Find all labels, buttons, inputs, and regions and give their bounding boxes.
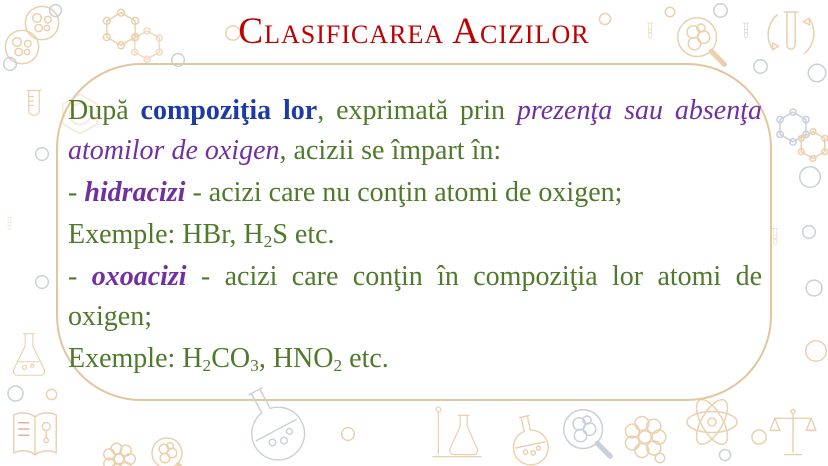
text-run: Exemple: HBr, H <box>68 219 264 250</box>
text-run: 2 <box>263 231 273 251</box>
text-run: - <box>68 261 92 292</box>
text-run: S etc. <box>272 219 335 250</box>
slide-body-text <box>68 91 762 381</box>
molecule-icon <box>794 126 828 164</box>
erlenmeyer-icon <box>2 318 56 392</box>
circle-icon <box>340 426 356 442</box>
circle-icon <box>6 384 25 403</box>
slide-title: Clasificarea Acizilor <box>238 11 590 52</box>
text-run: CO <box>211 343 251 374</box>
text-run: 2 <box>333 355 343 375</box>
erlenmeyer-stand-icon <box>418 402 496 466</box>
paragraph <box>68 173 762 213</box>
circle-icon <box>806 62 828 84</box>
text-run: oxoacizi <box>91 261 187 292</box>
text-run: etc. <box>342 343 389 374</box>
circle-icon <box>34 146 50 162</box>
flask-round-icon <box>493 404 566 466</box>
text-run: - acizi care nu conţin atomi de oxigen; <box>185 177 623 208</box>
circle-icon <box>45 388 58 401</box>
text-run: 2 <box>202 355 212 375</box>
circle-icon <box>752 58 769 75</box>
text-run: - acizi care conţin în compoziţia lor atomi de oxigen; <box>68 261 762 332</box>
text-run: compoziţia lor <box>140 95 318 126</box>
paragraph <box>68 257 762 337</box>
circle-icon <box>654 452 666 464</box>
magnifier-molecule-icon <box>556 402 618 464</box>
text-run: , HNO <box>258 343 334 374</box>
atom-icon <box>682 392 742 452</box>
circle-icon <box>801 224 817 240</box>
text-run: hidracizi <box>84 177 186 208</box>
paragraph <box>68 339 762 379</box>
paragraph <box>68 215 762 255</box>
magnifier-molecule-icon <box>146 432 194 466</box>
test-tube-icon <box>1 186 18 262</box>
molecule-icon <box>772 106 814 148</box>
text-run: - <box>68 177 85 208</box>
flower-icon <box>618 410 672 464</box>
circle-icon <box>34 274 50 290</box>
text-run: Exemple: H <box>68 343 203 374</box>
text-run: , exprimată prin <box>317 95 517 126</box>
flower-icon <box>98 438 140 466</box>
paragraph <box>68 91 762 171</box>
text-run: prezenţa sau absenţa atomilor de oxigen <box>68 95 762 166</box>
balance-icon <box>764 404 822 464</box>
circle-icon <box>2 56 18 72</box>
text-run: , acizii se împart în: <box>279 135 502 166</box>
circle-icon <box>804 278 824 298</box>
circle-icon <box>797 164 823 190</box>
circle-icon <box>803 338 828 364</box>
circle-icon <box>718 448 732 462</box>
text-run: După <box>68 95 141 126</box>
text-run: 3 <box>250 355 259 375</box>
circle-icon <box>750 428 768 446</box>
beaker-icon <box>16 82 52 126</box>
book-icon <box>4 404 66 464</box>
